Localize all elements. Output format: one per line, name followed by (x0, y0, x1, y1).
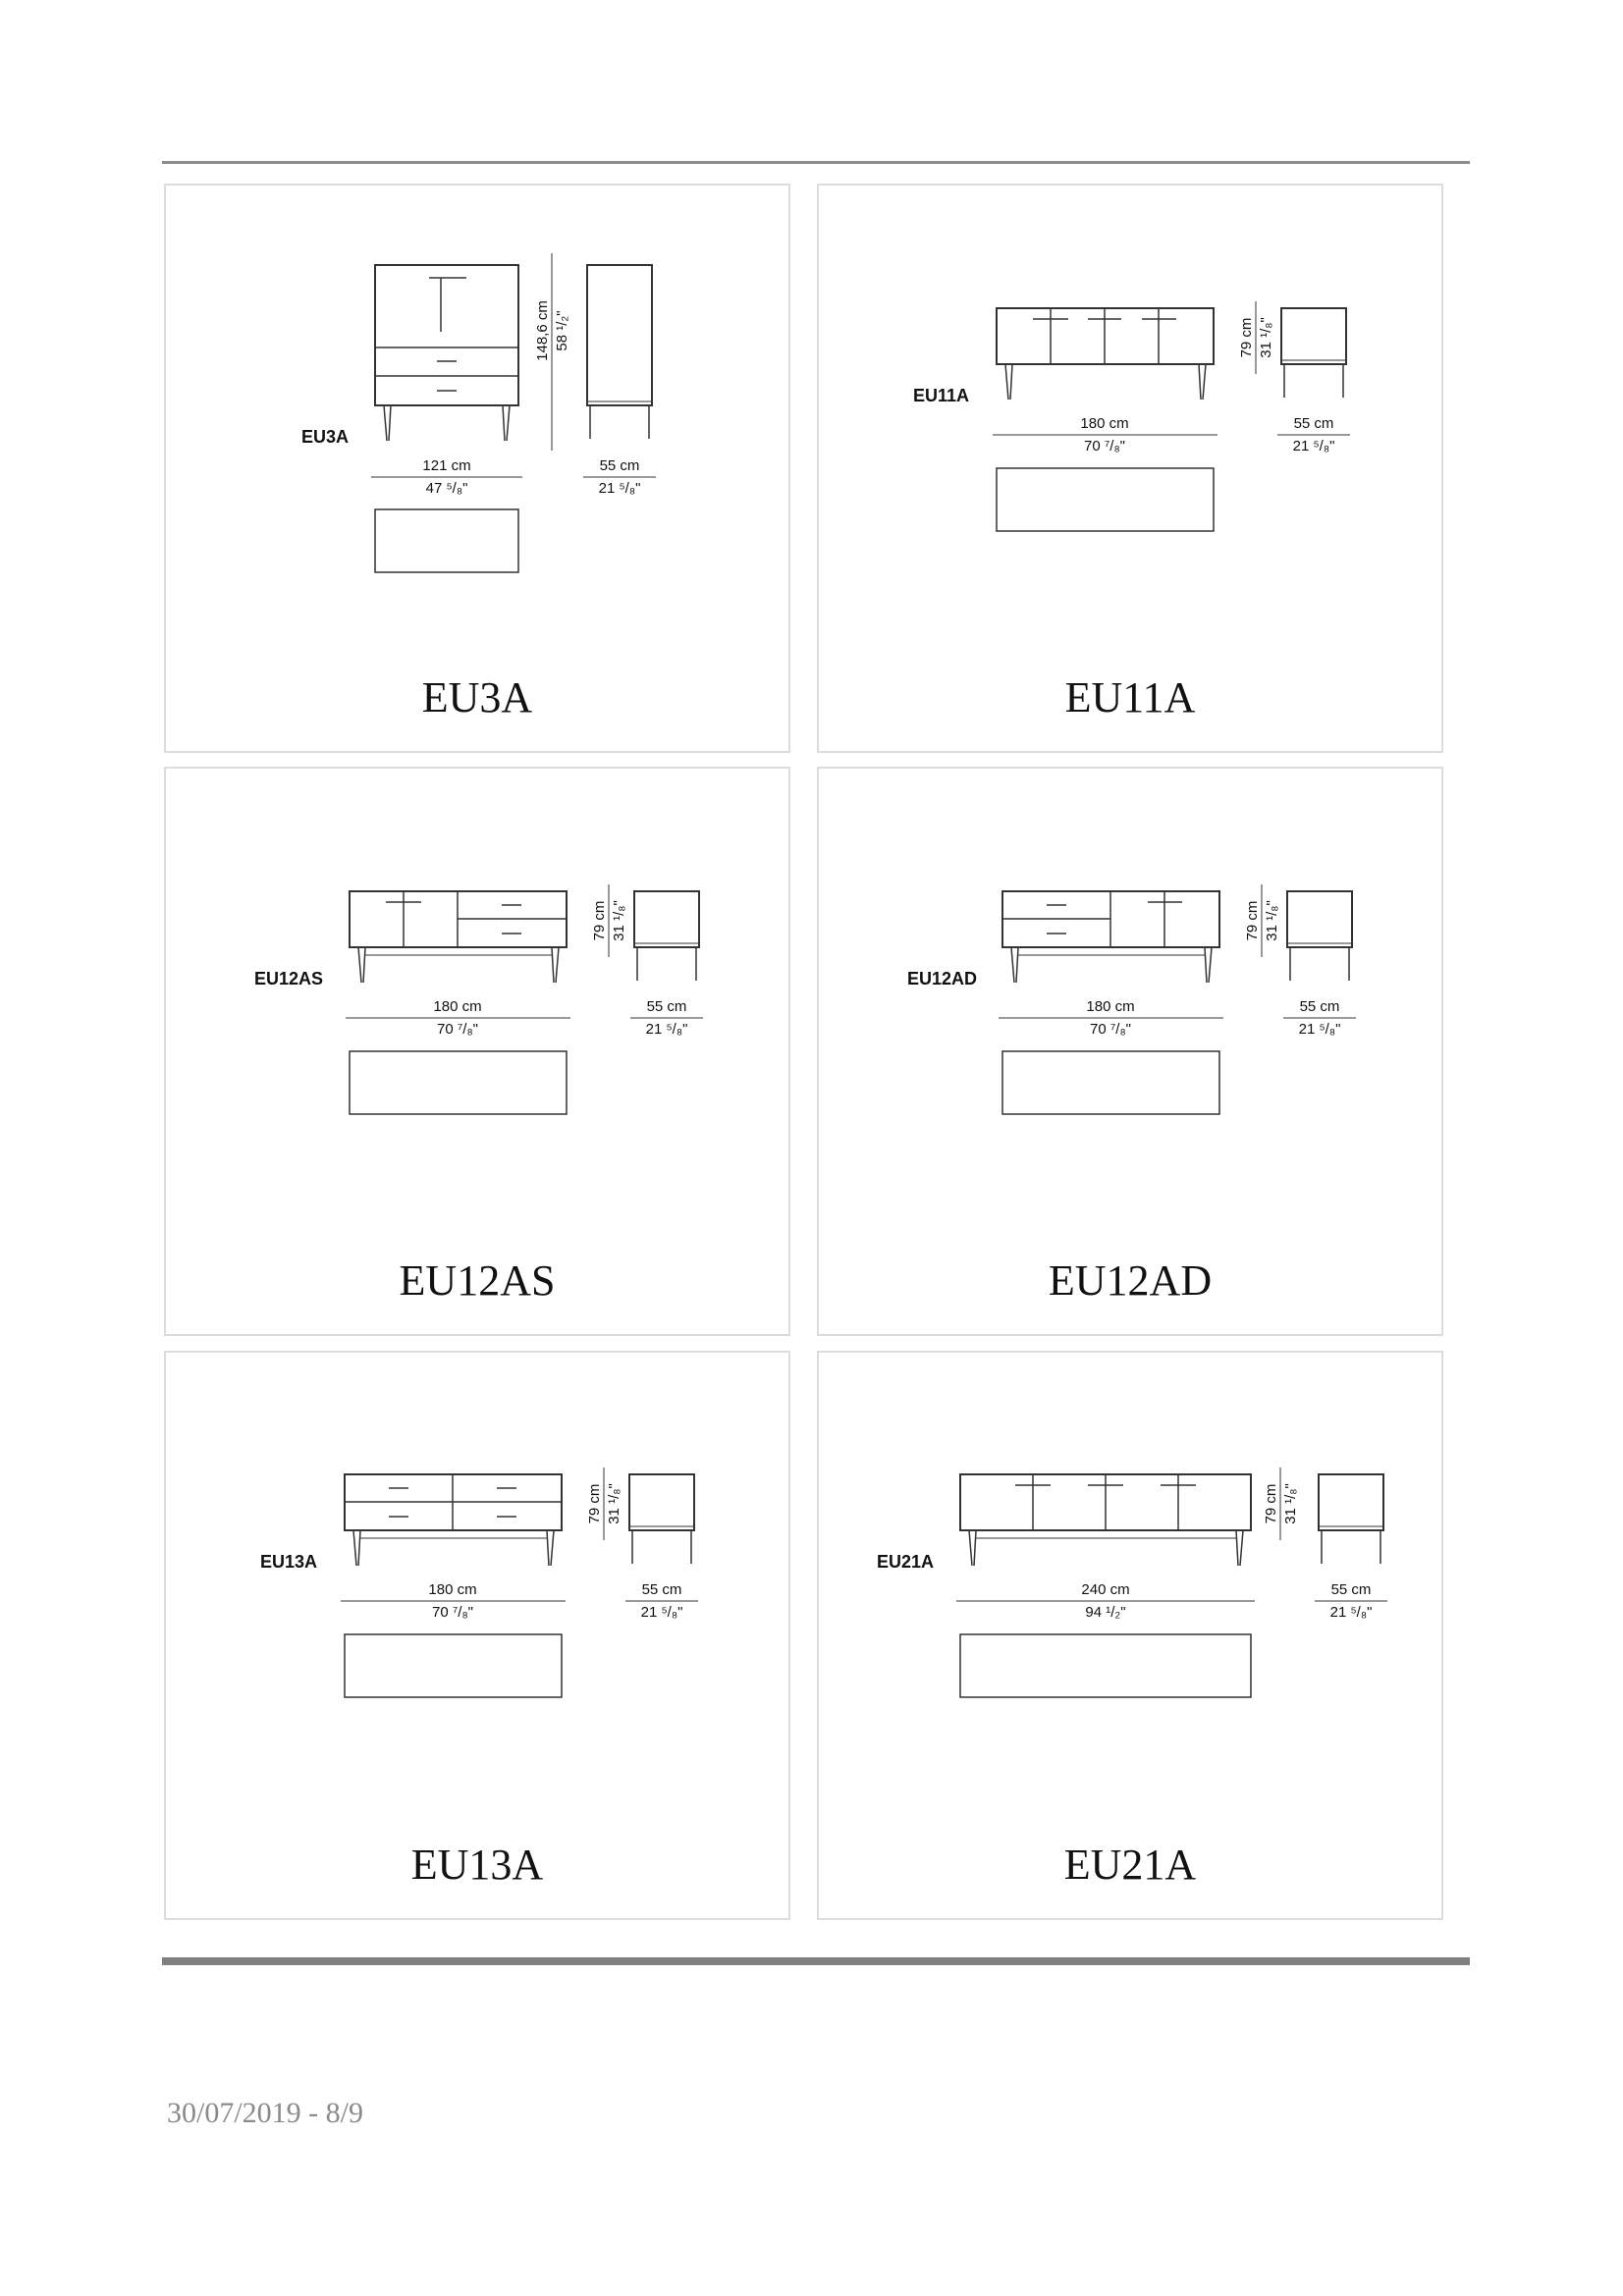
eu12ad-drawing-label: EU12AD (907, 969, 978, 988)
eu3a-depth-inch: 21 ⁵/₈" (598, 480, 641, 497)
bottom-rule (162, 1957, 1470, 1965)
top-rule (162, 161, 1470, 164)
eu21a-depth: 55 cm (1330, 1581, 1372, 1598)
eu12as-drawing (166, 769, 788, 1334)
product-card-eu12as[interactable] (164, 767, 790, 1336)
eu13a-width-inch: 70 ⁷/₈" (432, 1604, 473, 1621)
eu12ad-drawing (819, 769, 1441, 1334)
eu13a-height: 79 cm (586, 1483, 603, 1524)
product-title: EU11A (1064, 673, 1196, 721)
product-title: EU3A (421, 673, 533, 721)
eu21a-drawing-label: EU21A (877, 1552, 935, 1572)
product-card-eu21a[interactable] (817, 1351, 1443, 1920)
eu11a-drawing (819, 186, 1441, 751)
product-title: EU12AS (399, 1256, 556, 1305)
eu3a-depth: 55 cm (599, 457, 640, 474)
product-title: EU21A (1063, 1841, 1197, 1889)
eu12ad-depth-inch: 21 ⁵/₈" (1298, 1021, 1341, 1038)
eu13a-drawing (166, 1353, 788, 1918)
eu21a-depth-inch: 21 ⁵/₈" (1329, 1604, 1373, 1621)
eu3a-height-inch: 58 ¹/₂" (554, 310, 570, 351)
product-title: EU13A (410, 1841, 544, 1889)
eu21a-drawing (819, 1353, 1441, 1918)
eu11a-drawing-label: EU11A (913, 386, 970, 405)
eu13a-width: 180 cm (428, 1581, 477, 1598)
product-card-eu3a[interactable] (164, 184, 790, 753)
eu3a-width: 121 cm (422, 457, 471, 474)
eu11a-height: 79 cm (1238, 317, 1255, 358)
eu12ad-height: 79 cm (1244, 900, 1261, 941)
eu12ad-width: 180 cm (1086, 998, 1135, 1015)
eu21a-height: 79 cm (1263, 1483, 1279, 1524)
product-title: EU12AD (1048, 1256, 1213, 1305)
eu21a-width: 240 cm (1081, 1581, 1130, 1598)
eu21a-height-inch: 31 ¹/₈" (1282, 1483, 1299, 1524)
eu11a-height-inch: 31 ¹/₈" (1258, 317, 1274, 358)
eu3a-width-inch: 47 ⁵/₈" (425, 480, 468, 497)
eu21a-width-inch: 94 ¹/₂" (1085, 1604, 1126, 1621)
eu11a-depth-inch: 21 ⁵/₈" (1292, 438, 1335, 454)
product-card-eu13a[interactable] (164, 1351, 790, 1920)
eu13a-drawing-label: EU13A (260, 1552, 318, 1572)
eu12as-depth-inch: 21 ⁵/₈" (645, 1021, 688, 1038)
eu3a-drawing-label: EU3A (301, 427, 350, 447)
product-card-eu12ad[interactable] (817, 767, 1443, 1336)
eu12as-height: 79 cm (591, 900, 608, 941)
eu11a-width: 180 cm (1080, 415, 1129, 432)
eu12ad-height-inch: 31 ¹/₈" (1264, 900, 1280, 941)
product-card-eu11a[interactable] (817, 184, 1443, 753)
eu12as-height-inch: 31 ¹/₈" (611, 900, 627, 941)
eu12as-width: 180 cm (433, 998, 482, 1015)
eu3a-drawing (166, 186, 788, 751)
eu12as-depth: 55 cm (646, 998, 687, 1015)
eu11a-width-inch: 70 ⁷/₈" (1084, 438, 1125, 454)
eu13a-height-inch: 31 ¹/₈" (606, 1483, 622, 1524)
footer-date-page: 30/07/2019 - 8/9 (167, 2097, 363, 2129)
eu3a-height: 148,6 cm (534, 300, 551, 361)
eu13a-depth-inch: 21 ⁵/₈" (640, 1604, 683, 1621)
eu12ad-width-inch: 70 ⁷/₈" (1090, 1021, 1131, 1038)
eu11a-depth: 55 cm (1293, 415, 1334, 432)
eu12ad-depth: 55 cm (1299, 998, 1340, 1015)
eu12as-drawing-label: EU12AS (254, 969, 324, 988)
eu13a-depth: 55 cm (641, 1581, 682, 1598)
eu12as-width-inch: 70 ⁷/₈" (437, 1021, 478, 1038)
